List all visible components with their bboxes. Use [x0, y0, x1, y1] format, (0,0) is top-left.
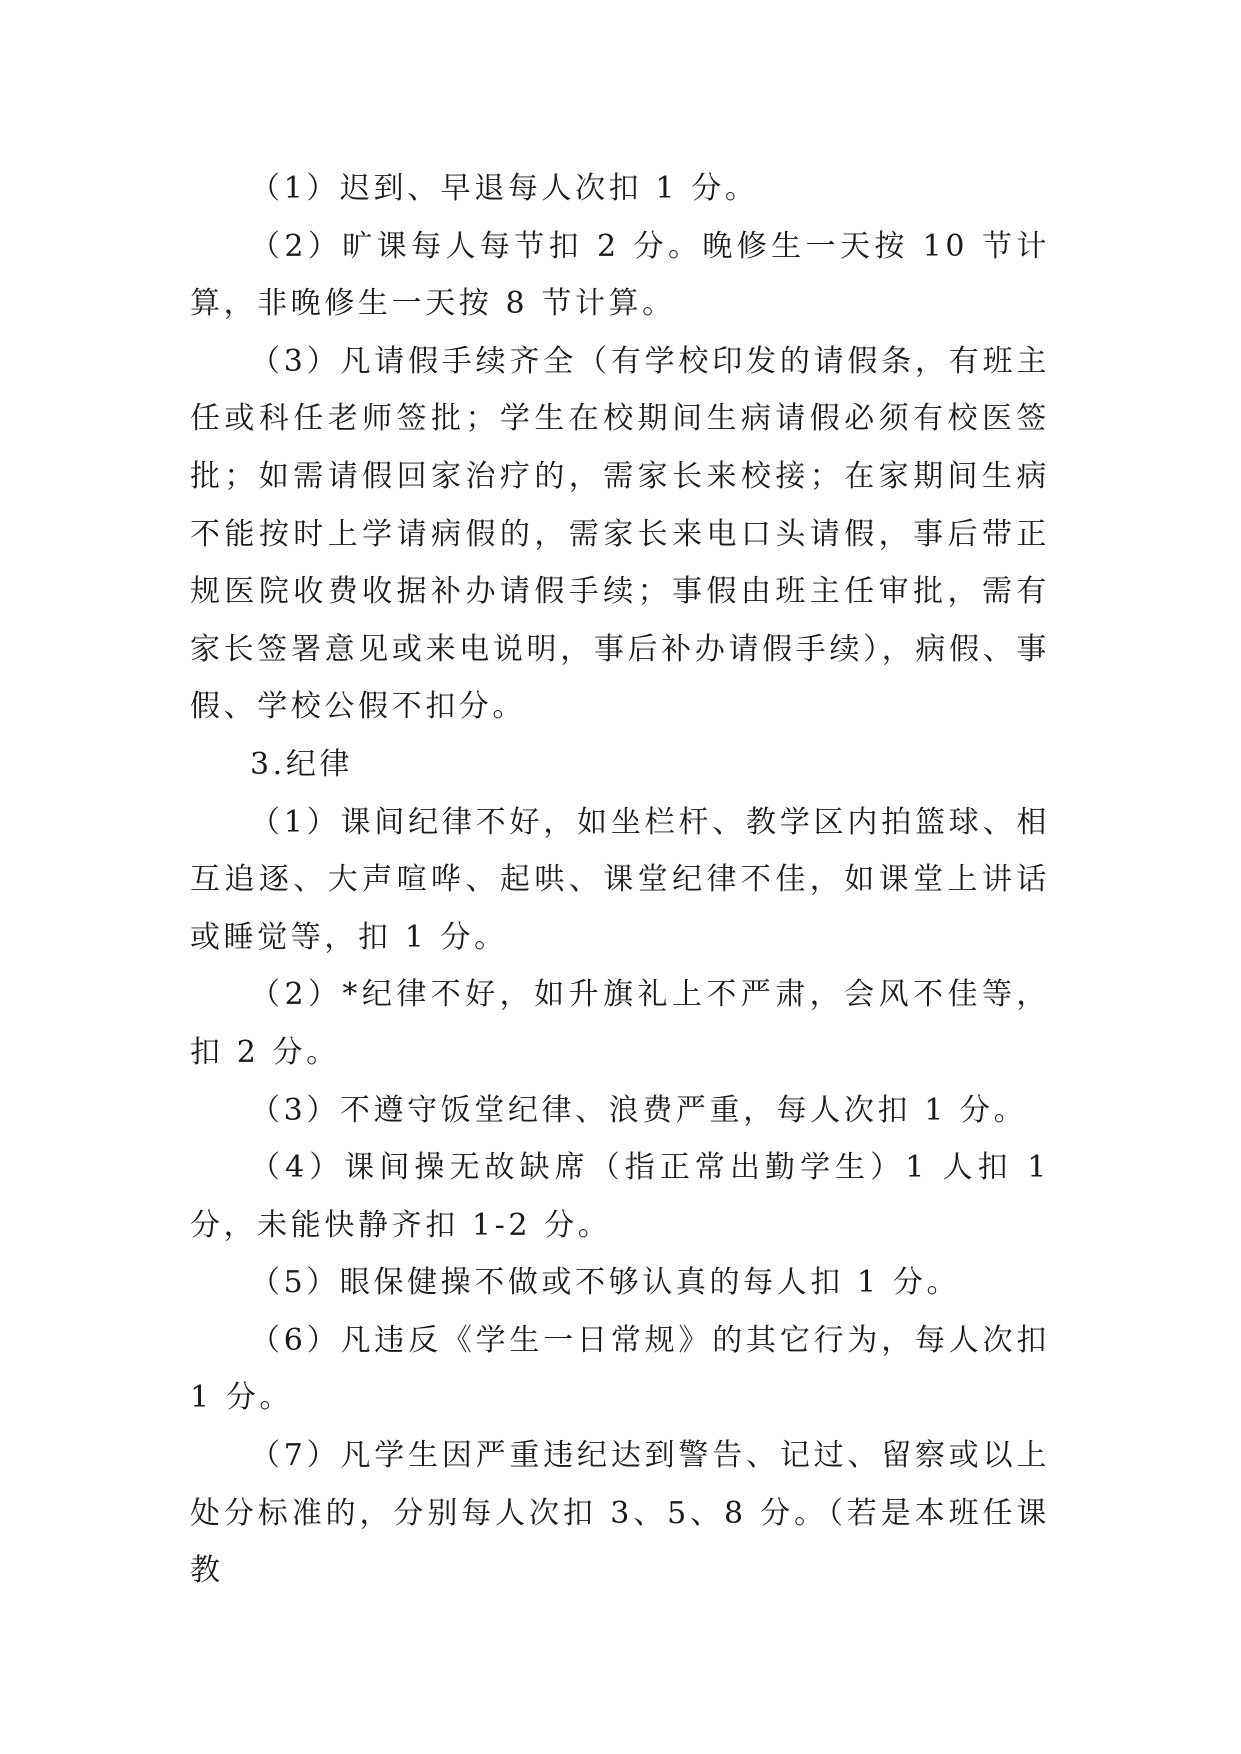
rule-exercise-absence: （4）课间操无故缺席（指正常出勤学生）1 人扣 1 分，未能快静齐扣 1-2 分。 — [190, 1150, 1050, 1243]
rule-leave-procedure: （3）凡请假手续齐全（有学校印发的请假条，有班主任或科任老师签批；学生在校期间生病请假必须有校医签批；如需请假回家治疗的，需家长来校接；在家期间生病不能按时上学请病假的，需家长来电口头请假，事后带正规医院收费收据补办请假手续；事假由班主任审批，需有家长签署意见或来电说明，事后补办请假手续），病假、事假、学校公假不扣分。 — [190, 343, 1050, 725]
rule-serious-violation: （7）凡学生因严重违纪达到警告、记过、留察或以上处分标准的，分别每人次扣 3、5、8 分。（若是本班任课教 — [190, 1438, 1050, 1589]
section-heading-discipline: 3.纪律 — [250, 746, 354, 782]
rule-canteen-discipline: （3）不遵守饭堂纪律、浪费严重，每人次扣 1 分。 — [250, 1092, 1028, 1128]
rule-lateness: （1）迟到、早退每人次扣 1 分。 — [250, 171, 759, 206]
rule-daily-routine: （6）凡违反《学生一日常规》的其它行为，每人次扣 1 分。 — [190, 1322, 1050, 1416]
rule-truancy: （2）旷课每人每节扣 2 分。晚修生一天按 10 节计算，非晚修生一天按 8 节计算。 — [190, 228, 1050, 322]
rule-eye-exercise: （5）眼保健操不做或不够认真的每人扣 1 分。 — [250, 1265, 961, 1301]
document-body — [190, 160, 1050, 1600]
rule-assembly-discipline: （2）*纪律不好，如升旗礼上不严肃，会风不佳等，扣 2 分。 — [190, 977, 1050, 1070]
rule-break-discipline: （1）课间纪律不好，如坐栏杆、教学区内拍篮球、相互追逐、大声喧哗、起哄、课堂纪律不佳，如课堂上讲话或睡觉等，扣 1 分。 — [190, 804, 1050, 955]
